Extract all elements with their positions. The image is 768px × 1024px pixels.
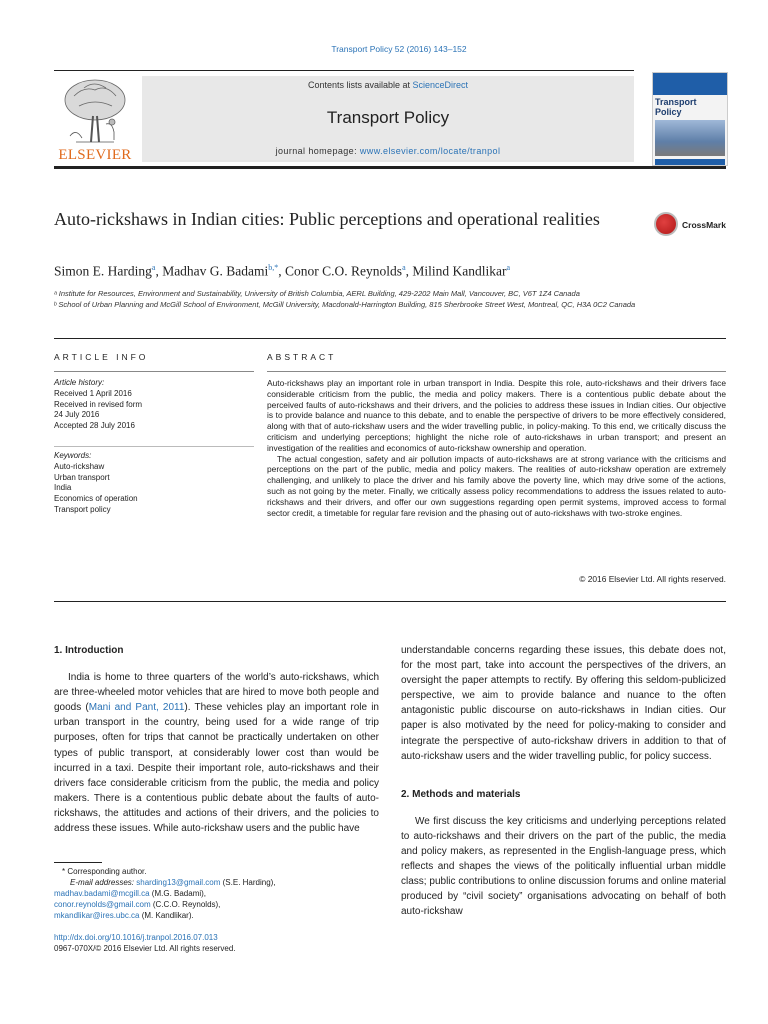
abstract-heading: ABSTRACT — [267, 352, 337, 362]
affiliations — [54, 288, 654, 310]
email-line — [54, 910, 379, 921]
cover-footer — [655, 159, 725, 166]
email-owner: (C.C.O. Reynolds), — [150, 900, 221, 909]
article-history — [54, 378, 254, 432]
footnote-rule — [54, 862, 102, 863]
author-name: Conor C.O. Reynolds — [285, 263, 403, 279]
cover-title: Transport Policy — [655, 97, 697, 117]
body-paragraph — [54, 670, 379, 836]
abstract-rule-top — [267, 371, 726, 372]
section-heading-methods: 2. Methods and materials — [401, 788, 521, 800]
keywords-heading: Keywords: — [54, 451, 92, 460]
email-line — [54, 877, 379, 888]
abstract-paragraph: The actual congestion, safety and air pollution impacts of auto-rickshaws are at strong variance with the criticisms and perceptions on the part of the public, media and policy makers. The realities of auto-rickshaw operation are extremely challenging, and unlikely to place the driver and his family above the poverty line, which may drive some of the actions, such as not going by the meter. Finally, we critically assess policy recommendations to address the issues related to auto-rickshaws and their drivers, and offer our own suggestions regarding open permit systems, improved access to formal sector credit, a timetable for regular fare revision and the phasing out of auto-rickshaws with two-stroke engines. — [267, 453, 726, 518]
email-owner: (M. Kandlikar). — [139, 911, 194, 920]
history-item: 24 July 2016 — [54, 410, 100, 420]
abstract-bottom-rule — [54, 601, 726, 602]
author-separator: , — [278, 263, 286, 279]
author-name: Madhav G. Badami — [162, 263, 269, 279]
keyword-item: Transport policy — [54, 504, 111, 514]
author-separator: , — [405, 263, 413, 279]
header-top-rule — [54, 70, 634, 71]
sciencedirect-link[interactable]: ScienceDirect — [412, 80, 469, 90]
author-separator: , — [155, 263, 163, 279]
history-divider — [54, 446, 254, 447]
doi-block — [54, 932, 379, 954]
author-affiliation-marker[interactable]: a — [506, 263, 511, 272]
body-column-right — [401, 643, 726, 920]
journal-homepage — [142, 146, 634, 156]
elsevier-wordmark: ELSEVIER — [58, 147, 132, 163]
body-paragraph: understandable concerns regarding these issues, this debate does not, for the most part, take into account the perspectives of the drivers, an oversight the paper attempts to rectify. By offering this seldom-publicized perspective, we aim to provide balance and nuance to the often antagonistic public discourse on auto-rickshaws in Indian cities. Our paper is also motivated by the need for policy-making to consider and integrate the perspective of auto-rickshaw drivers in addition to that of auto-rickshaw users and the wider travelling public, for policy success. — [401, 645, 726, 762]
affiliation-a: ᵃ Institute for Resources, Environment and Sustainability, University of British Columbia, AERL Building, 429-2202 Main Mall, Vancouver, BC, V6T 1Z4 Canada — [54, 289, 580, 298]
crossmark-icon — [654, 212, 678, 236]
elsevier-logo — [54, 76, 136, 164]
contents-availability — [142, 80, 634, 90]
article-info-heading: ARTICLE INFO — [54, 352, 149, 362]
crossmark-label: CrossMark — [682, 220, 726, 230]
header-bottom-rule — [54, 166, 726, 169]
keyword-item: Auto-rickshaw — [54, 461, 105, 471]
author-affiliation-marker[interactable]: a — [151, 263, 156, 272]
journal-cover-thumbnail — [652, 72, 728, 166]
keywords — [54, 451, 254, 516]
issn-copyright: 0967-070X/© 2016 Elsevier Ltd. All rights reserved. — [54, 944, 236, 953]
citation-link[interactable]: Mani and Pant, 2011 — [88, 702, 185, 714]
affiliation-b: ᵇ School of Urban Planning and McGill School of Environment, McGill University, Macdonald-Harrington Building, 815 Sherbrooke Street West, Montreal, QC, H3A 0C2 Canada — [54, 300, 636, 309]
corresponding-author-note: * Corresponding author. — [62, 867, 147, 876]
author-affiliation-marker[interactable]: a — [402, 263, 406, 272]
email-label: E-mail addresses: — [70, 878, 137, 887]
article-info-rule — [54, 371, 254, 372]
section-rule — [54, 338, 726, 339]
cover-image — [655, 120, 725, 156]
email-owner: (M.G. Badami), — [149, 889, 207, 898]
email-link[interactable]: mkandlikar@ires.ubc.ca — [54, 911, 140, 920]
journal-header — [54, 70, 726, 166]
keyword-item: Economics of operation — [54, 494, 138, 504]
elsevier-tree-icon — [54, 76, 136, 146]
abstract-paragraph: Auto-rickshaws play an important role in urban transport in India. Despite this role, auto-rickshaws and their drivers face considerable criticism from the public, the media and policy makers. There is a contentious public debate about the perceived faults of auto-rickshaws and their drivers, and the policies to address these issues in Indian cities. Our objective is to provide balance and nuance to this debate, and to enable the perspective of drivers to be more effectively considered, along with that of auto-rickshaw users and the wider travelling public, in policy-making. To this end, we critically discuss the criticism and underlying perceptions; highlight the niche role of auto-rickshaws in urban transport; and present an investigation of the realities and economics of auto-rickshaw ownership and operation. — [267, 378, 726, 453]
email-link[interactable]: conor.reynolds@gmail.com — [54, 900, 151, 909]
footnotes — [54, 866, 379, 921]
author-name: Simon E. Harding — [54, 263, 152, 279]
email-link[interactable]: sharding13@gmail.com — [136, 878, 221, 887]
history-item: Received 1 April 2016 — [54, 388, 132, 398]
body-paragraph: We first discuss the key criticisms and underlying perceptions related to auto-rickshaws and their drivers on the part of the public, the media and policy makers, as represented in the English-language press, which reflects and shapes the views of the politically influential urban middle class; public contributions to online discussion forums and online material produced by “civil society” organisations advocating on behalf of both auto-rickshaw — [401, 815, 726, 918]
keyword-item: Urban transport — [54, 472, 110, 482]
email-line — [54, 888, 379, 899]
history-heading: Article history: — [54, 378, 105, 387]
author-list — [54, 263, 714, 280]
email-line — [54, 899, 379, 910]
keyword-item: India — [54, 483, 72, 493]
email-owner: (S.E. Harding), — [220, 878, 276, 887]
author-affiliation-marker[interactable]: b,* — [268, 263, 279, 272]
body-column-left — [54, 643, 379, 836]
journal-name: Transport Policy — [326, 108, 450, 127]
doi-link[interactable]: http://dx.doi.org/10.1016/j.tranpol.2016.07.013 — [54, 933, 218, 942]
history-item: Received in revised form — [54, 399, 143, 409]
history-item: Accepted 28 July 2016 — [54, 421, 135, 431]
contents-prefix: Contents lists available at — [307, 80, 413, 90]
crossmark-button[interactable] — [654, 212, 734, 238]
paragraph-text: ). These vehicles play an important role in urban transport in the country, being used for a wide range of trip purposes, often for trips that cannot be practically undertaken on other types of public transport, at considerably lower cost than would be incurred in a taxi. Despite their important role, auto-rickshaws and their drivers face considerable criticism from the public, the media and policy makers. There is a contentious public debate about the faults of auto-rickshaws, the attitudes and actions of their drivers, and the policies to address these issues. While auto-rickshaw users and the public have — [54, 702, 379, 835]
paragraph-text: India is home to three quarters of the world’s auto-rickshaws, which are three-wheeled motor vehicles that are hired to move both people and goods ( — [54, 672, 379, 714]
journal-info-box — [142, 76, 634, 162]
section-heading-introduction: 1. Introduction — [54, 645, 124, 656]
author-name: Milind Kandlikar — [412, 263, 507, 279]
cover-banner — [653, 73, 727, 95]
abstract-text — [267, 378, 726, 518]
homepage-label: journal homepage: — [275, 146, 360, 156]
article-title: Auto-rickshaws in Indian cities: Public perceptions and operational realities — [54, 209, 600, 229]
homepage-link[interactable]: www.elsevier.com/locate/tranpol — [359, 146, 501, 156]
email-link[interactable]: madhav.badami@mcgill.ca — [54, 889, 150, 898]
journal-reference-link[interactable]: Transport Policy 52 (2016) 143–152 — [331, 44, 467, 54]
abstract-copyright: © 2016 Elsevier Ltd. All rights reserved. — [579, 574, 726, 584]
